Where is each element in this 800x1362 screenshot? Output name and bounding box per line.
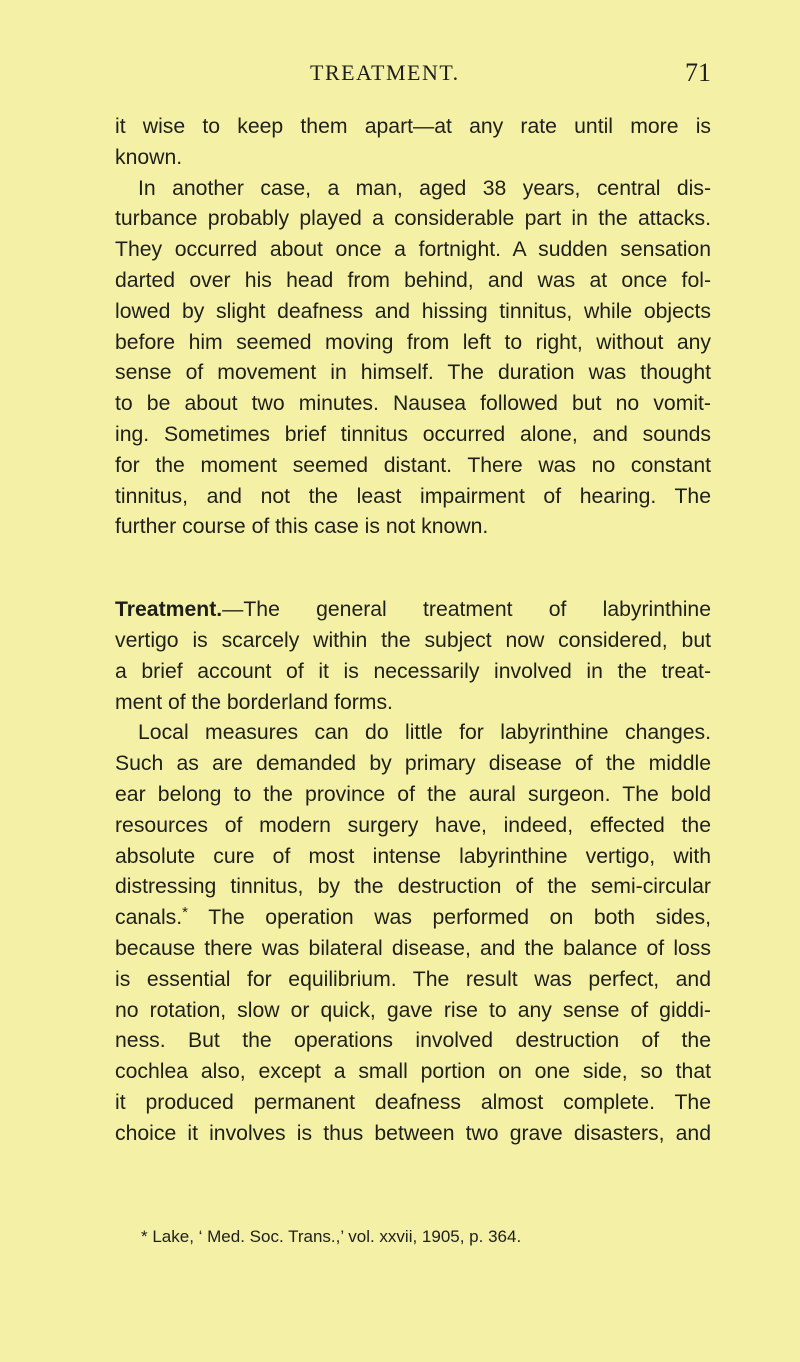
text-line: before him seemed moving from left to right, without any [115,330,711,354]
text-line: lowed by slight deafness and hissing tinnitus, while objects [115,299,711,323]
text-line-rest: —The general treatment of labyrinthine [222,598,711,622]
text-line: known. [115,145,183,169]
text-line: choice it involves is thus between two grave disasters, and [115,1121,711,1145]
text-line: ear belong to the province of the aural surgeon. The bold [115,782,711,806]
text-line: for the moment seemed distant. There was no constant [115,453,711,477]
text-line: ing. Sometimes brief tinnitus occurred alone, and sounds [115,422,711,446]
text-line: darted over his head from behind, and was at once fol- [115,268,711,292]
text-line: They occurred about once a fortnight. A sudden sensation [115,238,711,262]
text-line: tinnitus, and not the least impairment of hearing. The [115,484,711,508]
text-line: distressing tinnitus, by the destruction of the semi-circular [115,875,711,899]
text-line: sense of movement in himself. The duration was thought [115,361,711,385]
running-head [115,60,711,100]
text-line-with-heading [115,595,711,626]
paragraph-case-report [115,174,711,544]
text-line: because there was bilateral disease, and the balance of loss [115,936,711,960]
running-title: TREATMENT. [310,60,460,85]
text-line: to be about two minutes. Nausea followed but no vomit- [115,392,711,416]
paragraph-treatment [115,595,711,718]
text-line: no rotation, slow or quick, gave rise to any sense of giddi- [115,998,711,1022]
text-line: ment of the borderland forms. [115,690,393,714]
footnote: * Lake, ‘ Med. Soc. Trans.,’ vol. xxvii, 1905, p. 364. [141,1227,522,1246]
text-line: a brief account of it is necessarily involved in the treat- [115,659,711,683]
section-gap [115,543,711,595]
text-line: In another case, a man, aged 38 years, central dis- [138,176,711,200]
text-line: turbance probably played a considerable part in the attacks. [115,207,711,231]
text-line: cochlea also, except a small portion on one side, so that [115,1060,711,1084]
section-heading-treatment: Treatment. [115,598,223,622]
text-line: it produced permanent deafness almost complete. The [115,1090,711,1114]
text-line: further course of this case is not known. [115,515,489,539]
text-line: absolute cure of most intense labyrinthine vertigo, with [115,844,711,868]
text-line-with-footnote-mark [115,903,711,934]
text-line: is essential for equilibrium. The result was perfect, and [115,967,711,991]
text-line: it wise to keep them apart—at any rate until more is [115,115,711,138]
page-number: 71 [685,58,711,87]
text-fragment: The operation was performed on both sides, [187,906,711,930]
text-line: resources of modern surgery have, indeed, effected the [115,813,711,837]
text-line: vertigo is scarcely within the subject now considered, but [115,628,711,652]
body-text [115,112,711,1150]
text-line: Such as are demanded by primary disease of the middle [115,752,711,776]
text-fragment: canals. [115,906,183,930]
footnote-reference: * [182,904,188,922]
paragraph-local-measures [115,718,711,1149]
paragraph-continuation [115,112,711,174]
text-line: Local measures can do little for labyrinthine changes. [138,721,711,745]
text-line: ness. But the operations involved destruction of the [115,1029,711,1053]
